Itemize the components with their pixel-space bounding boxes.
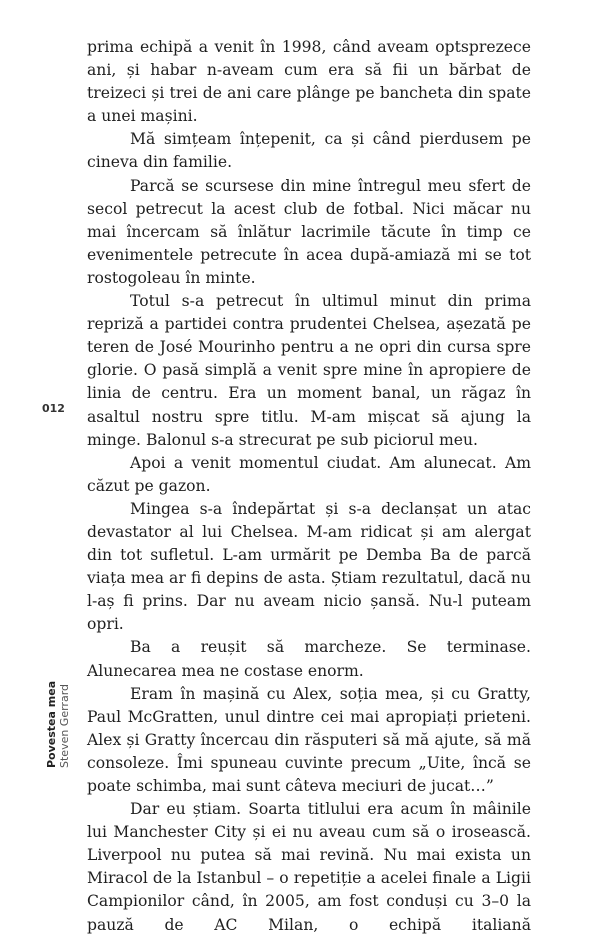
body-text xyxy=(87,36,531,937)
paragraph: Parcă se scursese din mine întregul meu sfert de secol petrecut la acest club de fotbal. Nici măcar nu mai încercam să înlătur lacrimile tăcute în timp ce evenimentele petrecute în acea după-amiază mi se tot rostogoleau în minte. xyxy=(87,176,531,287)
paragraph: Mă simțeam înțepenit, ca și când pierdusem pe cineva din familie. xyxy=(87,130,531,172)
paragraph: Dar eu știam. Soarta titlului era acum în mâinile lui Manchester City și ei nu aveau cum să o irosească. Liverpool nu putea să mai revină. Nu mai exista un Miracol de la Istanbul – o repetiție a acelei finale a Ligii Campionilor când, în 2005, am fost conduși cu 3–0 la pauză de AC Milan, o echipă italiană xyxy=(87,800,531,934)
page-number: 012 xyxy=(42,402,65,415)
paragraph: prima echipă a venit în 1998, când aveam optsprezece ani, și habar n-aveam cum era să fii un bărbat de treizeci și trei de ani care plânge pe bancheta din spate a unei mașini. xyxy=(87,38,531,126)
paragraph: Mingea s-a îndepărtat și s-a declanșat un atac devastator al lui Chelsea. M-am ridicat și am alergat din tot sufletul. L-am urmărit pe Demba Ba de parcă viața mea ar fi depins de asta. Știam rezultatul, dacă nu l-aș fi prins. Dar nu aveam nicio șansă. Nu-l puteam opri. xyxy=(87,499,531,634)
paragraph: Apoi a venit momentul ciudat. Am alunecat. Am căzut pe gazon. xyxy=(87,453,531,495)
paragraph: Totul s-a petrecut în ultimul minut din prima repriză a partidei contra prudentei Chelsea, așezată pe teren de José Mourinho pentru a ne opri din cursa spre glorie. O pasă simplă a venit spre mine în apropiere de linia de centru. Era un moment banal, un răgaz în asaltul nostru spre titlu. M-am mișcat să ajung la minge. Balonul s-a strecurat pe sub piciorul meu. xyxy=(87,292,531,449)
book-author: Steven Gerrard xyxy=(58,683,71,768)
book-title: Povestea mea xyxy=(45,680,58,768)
paragraph: Eram în mașină cu Alex, soția mea, și cu Gratty, Paul McGratten, unul dintre cei mai apropiați prieteni. Alex și Gratty încercau din răsputeri să mă ajute, să mă consoleze. Îmi spuneau cuvinte precum „Uite, încă se poate schimba, mai sunt câteva meciuri de jucat…” xyxy=(87,684,531,795)
running-header xyxy=(45,681,71,768)
paragraph: Ba a reușit să marcheze. Se terminase. Alunecarea mea ne costase enorm. xyxy=(87,638,531,680)
